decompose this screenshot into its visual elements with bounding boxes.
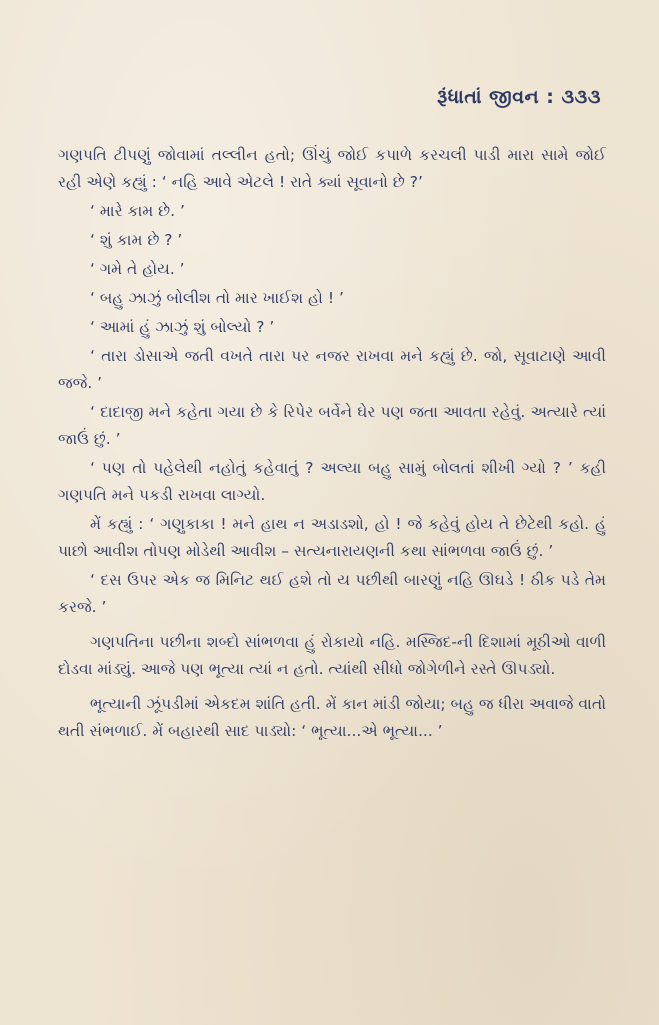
dialogue-line-8: ‘ પણ તો પહેલેથી નહોતું કહેવાતું ? અલ્યા બહુ સામું બોલતાં શીખી ગ્યો ? ’ કહી ગણપતિ મને પકડી રાખવા લાગ્યો. (58, 459, 606, 504)
dialogue-line-4: ‘ બહુ ઝાઝું બોલીશ તો માર ખાઈશ હો ! ’ (90, 289, 344, 307)
paragraph-3: ભૂત્યાની ઝૂંપડીમાં એકદમ શાંતિ હતી. મેં કાન માંડી જોયા; બહુ જ ધીરા અવાજે વાતો થતી સંભળાઈ. મેં બહારથી સાદ પાડ્યો: ‘ ભૂત્યા...એ ભૂત્યા... ’ (58, 695, 606, 740)
dialogue-line-3: ‘ ગમે તે હોય. ’ (90, 260, 185, 278)
dialogue-line-9: મેં કહ્યું : ‘ ગણુકાકા ! મને હાથ ન અડાડશો, હો ! જે કહેવું હોય તે છેટેથી કહો. હું પાછો આવીશ તોપણ મોડેથી આવીશ – સત્યનારાયણની કથા સાંભળવા જાઉં છું. ’ (58, 515, 606, 560)
dialogue-line-10: ‘ દસ ઉપર એક જ મિનિટ થઈ હશે તો ય પછીથી બારણું નહિ ઊઘડે ! ઠીક પડે તેમ કરજે. ’ (58, 571, 606, 616)
dialogue-line-1: ‘ મારે કામ છે. ’ (90, 202, 185, 220)
dialogue-line-5: ‘ આમાં હું ઝાઝું શું બોલ્યો ? ’ (90, 318, 275, 336)
running-header: રૂંધાતાં જીવન : ૩૩૩ (437, 86, 601, 108)
dialogue-line-6: ‘ તારા ડોસાએ જતી વખતે તારા પર નજર રાખવા મને કહ્યું છે. જો, સૂવાટાણે આવી જજે. ’ (58, 347, 606, 392)
paragraph-2: ગણપતિના પછીના શબ્દો સાંભળવા હું રોકાયો નહિ. મસ્જિદ-ની દિશામાં મૂઠીઓ વાળી દોડવા માંડ્યું. આજે પણ ભૂત્યા ત્યાં ન હતો. ત્યાંથી સીધો જોગેળીને રસ્તે ઊપડ્યો. (58, 633, 606, 678)
page-body (58, 142, 606, 747)
paragraph-1: ગણપતિ ટીપણું જોવામાં તલ્લીન હતો; ઊંચું જોઈ કપાળે કરચલી પાડી મારા સામે જોઈ રહી એણે કહ્યું : ‘ નહિ આવે એટલે ! રાતે ક્યાં સૂવાનો છે ?’ (58, 146, 606, 191)
dialogue-line-2: ‘ શું કામ છે ? ’ (90, 231, 183, 249)
dialogue-line-7: ‘ દાદાજી મને કહેતા ગયા છે કે રિપેર બર્વેને ઘેર પણ જતા આવતા રહેવું. અત્યારે ત્યાં જાઉં છું. ’ (58, 403, 606, 448)
